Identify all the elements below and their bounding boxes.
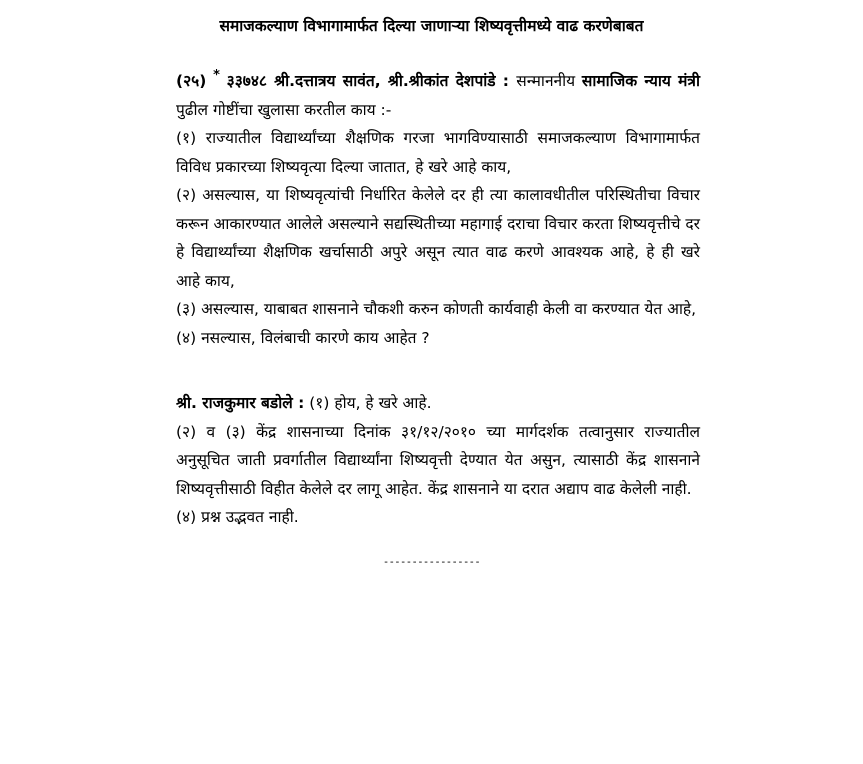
question-members: ३३७४८ श्री.दत्तात्रय सावंत, श्री.श्रीकांत देशपांडे (226, 72, 496, 90)
question-minister: सामाजिक न्याय मंत्री (581, 72, 700, 90)
question-item-2: (२) असल्यास, या शिष्यवृत्यांची निर्धारित केलेले दर ही त्या कालावधीतील परिस्थितीचा विचार करून आकारण्यात आलेले असल्याने सद्यस्थितीच्या महागाई दराचा विचार करता शिष्यवृत्तीचे दर हे विद्यार्थ्यांच्या शैक्षणिक खर्चासाठी अपुरे असून त्यात वाढ करणे आवश्यक आहे, हे ही खरे आहे काय, (176, 186, 700, 290)
question-number: (२५) (176, 72, 207, 90)
answer-item-1: (१) होय, हे खरे आहे. (304, 394, 432, 412)
question-intro (176, 62, 700, 124)
question-item-1: (१) राज्यातील विद्यार्थ्यांच्या शैक्षणिक गरजा भागविण्यासाठी समाजकल्याण विभागामार्फत विविध प्रकारच्या शिष्यवृत्या दिल्या जातात, हे खरे आहे काय, (176, 129, 700, 176)
end-divider: ----------------- (382, 556, 481, 568)
answer-block (176, 389, 700, 532)
question-honorific: सन्माननीय (516, 72, 582, 90)
answer-item-4: (४) प्रश्न उद्भवत नाही. (176, 508, 299, 526)
question-item-3: (३) असल्यास, याबाबत शासनाने चौकशी करुन कोणती कार्यवाही केली वा करण्यात येत आहे, (176, 300, 697, 318)
answer-item-2-3: (२) व (३) केंद्र शासनाच्या दिनांक ३१/१२/२०१० च्या मार्गदर्शक तत्वानुसार राज्यातील अनुसूचित जाती प्रवर्गातील विद्यार्थ्यांना शिष्यवृत्ती देण्यात येत असुन, त्यासाठी केंद्र शासनाने शिष्यवृत्तीसाठी विहीत केलेले दर लागू आहेत. केंद्र शासनाने या दरात अद्याप वाढ केलेली नाही. (176, 422, 700, 498)
starred-mark: * (213, 68, 220, 83)
question-intro-rest: पुढील गोष्टींचा खुलासा करतील काय :- (176, 100, 392, 119)
document-title: समाजकल्याण विभागामार्फत दिल्या जाणाऱ्या शिष्यवृत्तीमध्ये वाढ करणेबाबत (219, 17, 644, 35)
question-colon: : (495, 72, 517, 90)
question-item-4: (४) नसल्यास, विलंबाची कारणे काय आहेत ? (176, 328, 430, 347)
question-block (176, 62, 700, 352)
answer-minister-name: श्री. राजकुमार बडोले : (176, 394, 305, 412)
answer-intro (176, 389, 700, 418)
